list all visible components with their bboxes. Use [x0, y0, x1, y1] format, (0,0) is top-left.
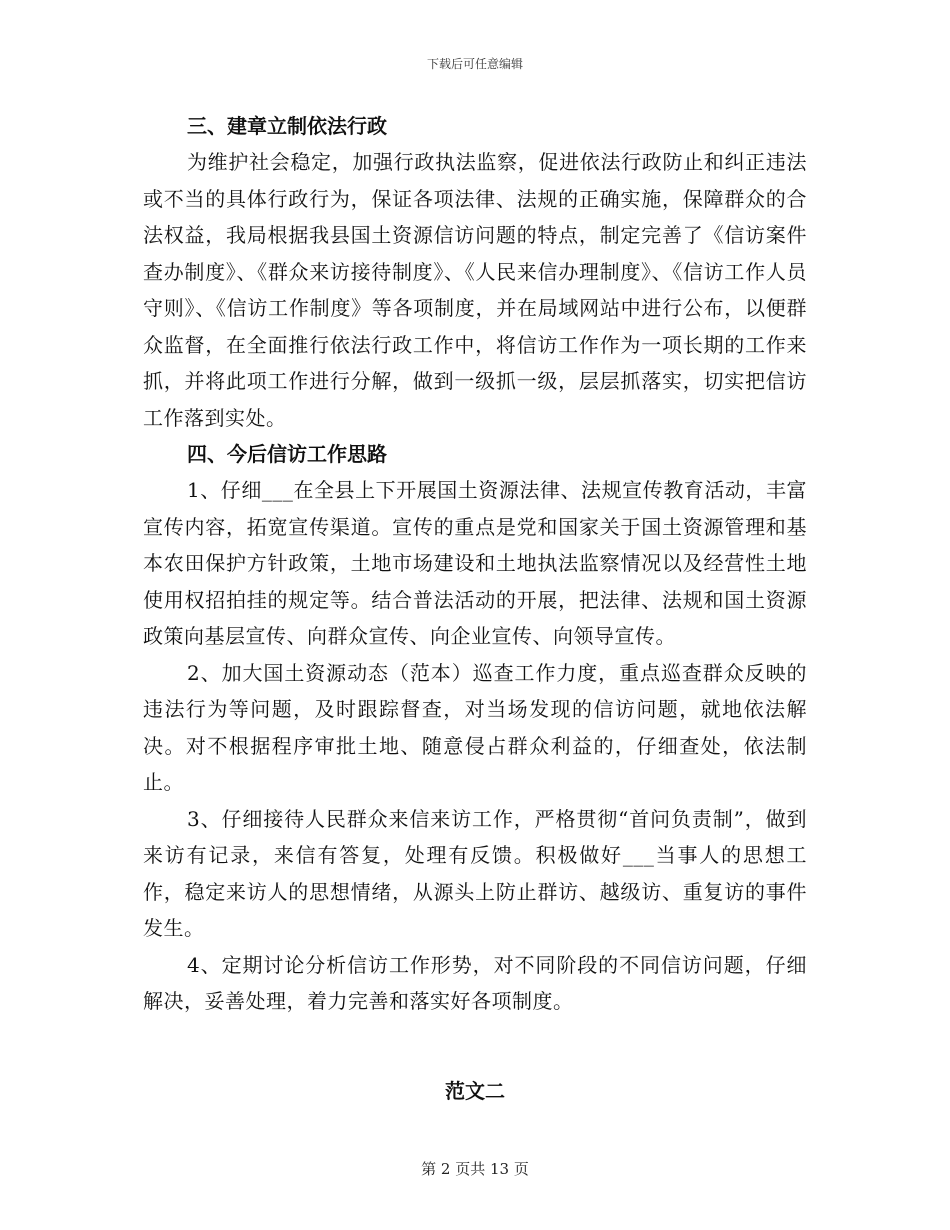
paragraph: 2、加大国土资源动态（范本）巡查工作力度，重点巡查群众反映的违法行为等问题，及时跟踪督查，对当场发现的信访问题，就地依法解决。对不根据程序审批土地、随意侵占群众利益的，仔细查处，依法制止。	[143, 660, 807, 794]
paragraph: 为维护社会稳定，加强行政执法监察，促进依法行政防止和纠正违法或不当的具体行政行为，保证各项法律、法规的正确实施，保障群众的合法权益，我局根据我县国土资源信访问题的特点，制定完善了《信访案件查办制度》、《群众来访接待制度》、《人民来信办理制度》、《信访工作人员守则》、《信访工作制度》等各项制度，并在局域网站中进行公布，以便群众监督，在全面推行依法行政工作中，将信访工作作为一项长期的工作来抓，并将此项工作进行分解，做到一级抓一级，层层抓落实，切实把信访工作落到实处。	[143, 150, 807, 430]
closing-heading: 范文二	[445, 1079, 505, 1103]
document-body	[143, 108, 807, 1020]
section-heading-3: 三、建章立制依法行政	[187, 114, 387, 138]
page-footer: 第 2 页共 13 页	[421, 1160, 529, 1178]
page-header: 下载后可任意编辑	[426, 57, 523, 71]
paragraph: 3、仔细接待人民群众来信来访工作，严格贯彻“首问负责制”，做到来访有记录，来信有答复，处理有反馈。积极做好___当事人的思想工作，稳定来访人的思想情绪，从源头上防止群访、越级访、重复访的事件发生。	[143, 806, 807, 940]
section-heading-4: 四、今后信访工作思路	[187, 442, 387, 466]
paragraph: 1、仔细___在全县上下开展国土资源法律、法规宣传教育活动，丰富宣传内容，拓宽宣传渠道。宣传的重点是党和国家关于国土资源管理和基本农田保护方针政策，土地市场建设和土地执法监察情况以及经营性土地使用权招拍挂的规定等。结合普法活动的开展，把法律、法规和国土资源政策向基层宣传、向群众宣传、向企业宣传、向领导宣传。	[143, 478, 807, 648]
paragraph: 4、定期讨论分析信访工作形势，对不同阶段的不同信访问题，仔细解决，妥善处理，着力完善和落实好各项制度。	[143, 952, 807, 1013]
